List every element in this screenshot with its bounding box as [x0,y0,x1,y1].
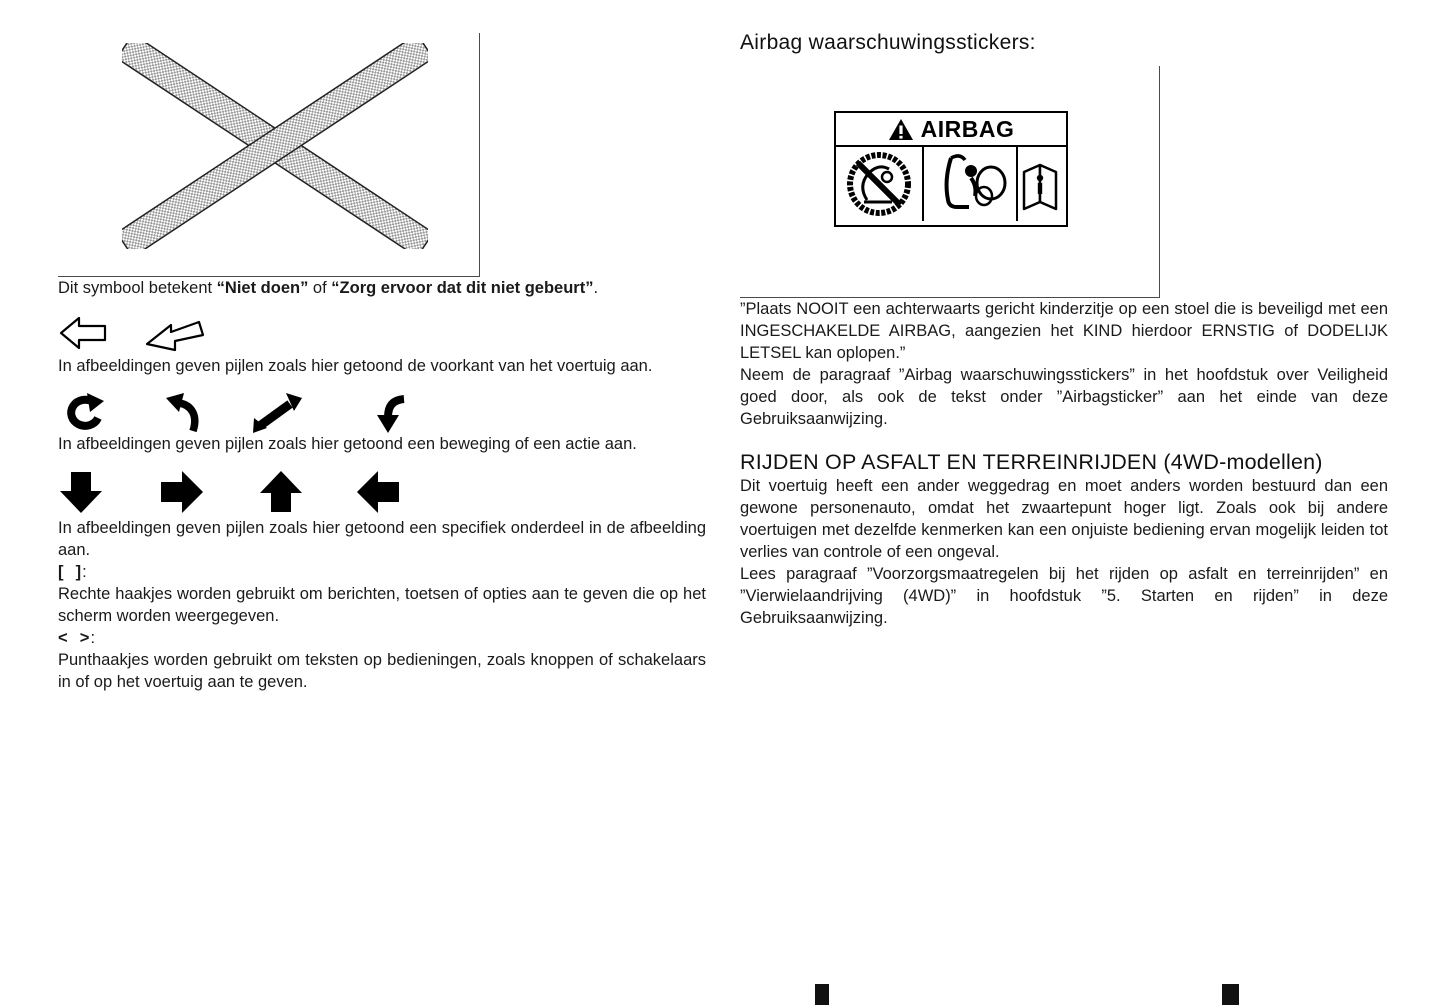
sticker-header [836,113,1066,147]
pictogram-cell-3 [1016,147,1062,221]
double-diagonal-arrow-icon [253,393,303,433]
angles-paragraph: Punthaakjes worden gebruikt om teksten op bedieningen, zoals knoppen of schakelaars in of op het voertuig aan te geven. [58,651,706,691]
x-symbol-caption [58,277,706,299]
action-arrows-paragraph: In afbeeldingen geven pijlen zoals hier getoond een beweging of een actie aan. [58,435,637,453]
prohibition-figure [58,33,480,277]
curved-arrow-cw-icon [58,393,106,433]
airbag-warning-sticker [834,111,1068,227]
angles-colon: : [90,629,96,647]
action-arrows-row [58,393,706,433]
caption-text-mid: of [308,279,332,297]
left-column [58,0,706,693]
bent-arrow-down-icon [370,393,414,433]
prohibition-x-symbol-icon [122,43,428,249]
brackets-notation-label [58,561,706,583]
caption-bold-niet-doen: “Niet doen” [216,279,309,297]
right-column [740,0,1388,629]
brackets-symbol: [ ] [58,563,83,581]
airbag-sticker-figure [740,66,1160,298]
sticker-title: AIRBAG [920,115,1015,142]
airbag-deployment-seat-pictogram-icon [927,150,1013,218]
solid-arrow-down-icon [58,469,104,515]
sticker-pictogram-row [836,147,1066,221]
outline-arrow-left-icon [58,313,108,353]
airbag-warning-paragraph: ”Plaats NOOIT een achterwaarts gericht kinderzitje op een stoel die is beveiligd met een INGESCHAKELDE AIRBAG, aangezien het KIND hierdoor ERNSTIG of DODELIJK LETSEL kan oplopen.” [740,300,1388,362]
pictogram-cell-1 [836,147,922,221]
solid-arrow-left-icon [356,469,402,515]
caption-bold-zorg: “Zorg ervoor dat dit niet gebeurt” [331,279,594,297]
4wd-reference-paragraph: Lees paragraaf ”Voorzorgsmaatregelen bij het rijden op asfalt en terreinrijden” en ”Vierwielaandrijving (4WD)” in hoofdstuk ”5. Starten en rijden” in deze Gebruiksaanwijzing. [740,565,1388,627]
page-tab-marker-right [1222,984,1239,1005]
part-arrows-paragraph: In afbeeldingen geven pijlen zoals hier getoond een specifiek onderdeel in de afbeelding aan. [58,519,706,559]
front-arrows-row [58,313,706,355]
caption-text: Dit symbool betekent [58,279,217,297]
part-arrows-row [58,469,706,517]
caption-text-end: . [593,279,599,297]
warning-triangle-icon [888,118,914,141]
front-arrows-paragraph: In afbeeldingen geven pijlen zoals hier getoond de voorkant van het voertuig aan. [58,357,653,375]
solid-arrow-up-icon [258,469,304,515]
brackets-paragraph: Rechte haakjes worden gebruikt om berichten, toetsen of opties aan te geven die op het scherm worden weergegeven. [58,585,706,625]
read-manual-pictogram-icon [1020,150,1060,218]
pictogram-cell-2 [922,147,1016,221]
airbag-stickers-heading: Airbag waarschuwingsstickers: [740,31,1036,54]
outline-arrow-right-icon [144,313,206,355]
angles-notation-label [58,627,706,649]
airbag-reference-paragraph: Neem de paragraaf ”Airbag waarschuwingsstickers” in het hoofdstuk over Veiligheid goed door, als ook de tekst onder ”Airbagsticker” aan het einde van deze Gebruiksaanwijzing. [740,366,1388,428]
4wd-handling-paragraph: Dit voertuig heeft een ander weggedrag en moet anders worden bestuurd dan een gewone personenauto, omdat het zwaartepunt hoger ligt. Zoals ook bij andere voertuigen met dezelfde kenmerken kan een onjuiste bediening ervan mogelijk leiden tot verlies van controle of een ongeval. [740,477,1388,561]
no-rear-facing-child-seat-pictogram-icon [839,150,919,218]
brackets-colon: : [82,563,87,581]
curved-arrow-ccw-icon [163,393,211,433]
page-tab-marker-left [815,984,829,1005]
solid-arrow-right-icon [158,469,204,515]
angles-symbol: < > [58,629,91,647]
on-off-road-heading: RIJDEN OP ASFALT EN TERREINRIJDEN (4WD-modellen) [740,450,1323,474]
